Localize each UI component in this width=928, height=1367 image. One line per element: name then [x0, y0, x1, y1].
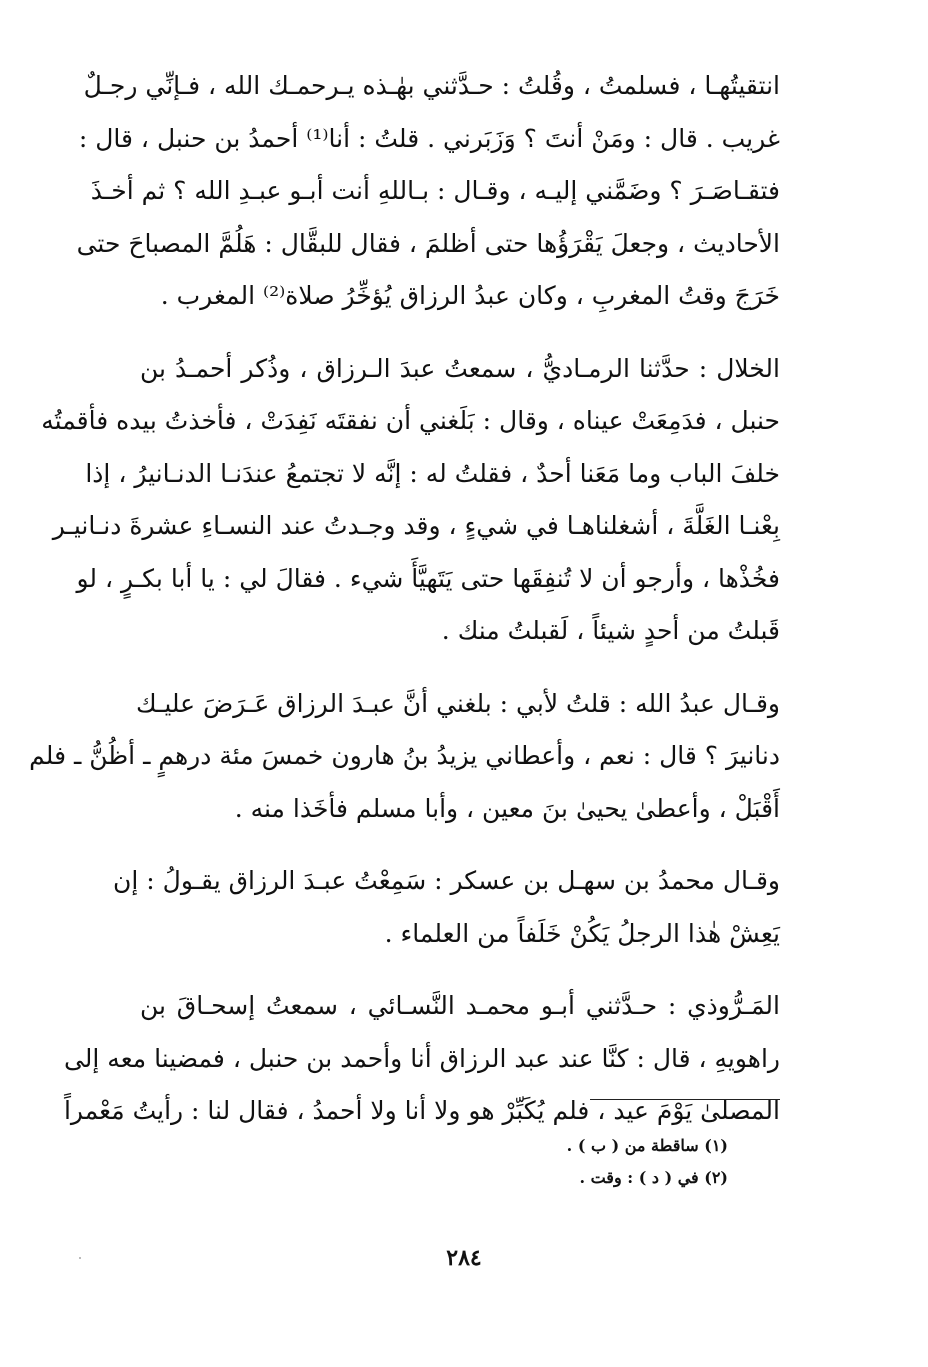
footnote-1: (١) ساقطة من ( ب ) . [566, 1136, 728, 1155]
text-line: راهويهِ ، قال : كنَّا عند عبد الرزاق أنا وأحمد بن حنبل ، فمضينا معه إلى [63, 1043, 780, 1073]
text-line: دنانيرَ ؟ قال : نعم ، وأعطاني يزيدُ بنُ هارون خمسَ مئة درهمٍ ـ أظُنُّ ـ فلم [29, 741, 780, 770]
text-line: فتقـاصَـرَ ؟ وضَمَّني إليـه ، وقـال : بـاللهِ أنت أبـو عبـدِ الله ؟ ثم أخـذَ [90, 176, 780, 205]
text-line: وقـال محمدُ بن سهـل بن عسكر : سَمِعْتُ عبـدَ الرزاق يقـولُ : إن [113, 866, 780, 895]
paragraph-3 [29, 678, 780, 836]
body-text [29, 60, 780, 1158]
footnotes [328, 1130, 728, 1194]
text-line: الأحاديث ، وجعلَ يَقْرَؤُها حتى أظلمَ ، فقال للبقَّال : هَلُمَّ المصباحَ حتى [76, 228, 780, 258]
text-line: الخلال : حدَّثنا الرمـاديُّ ، سمعتُ عبدَ الـرزاق ، وذُكر أحمـدُ بن [140, 353, 780, 383]
paragraph-4 [113, 855, 780, 960]
text-line: خلفَ الباب وما مَعَنا أحدٌ ، فقلتُ له : إنَّه لا تجتمعُ عندَنـا الدنـانيرُ ، إذا [85, 458, 780, 488]
text-line: المصلىٰ يَوْمَ عيد ، فلم يُكَبِّرْ هو ولا أنا ولا أحمدُ ، فقال لنا : رأيتُ مَعْمراً [63, 1096, 780, 1125]
text-line: أَقْبَلْ ، وأعطىٰ يحيىٰ بنَ معين ، وأبا مسلم فأخَذا منه . [234, 793, 780, 823]
text-line: يَعِشْ هٰذا الرجلُ يَكُنْ خَلَفاً من العلماء . [384, 918, 780, 948]
footnote-2: (٢) في ( د ) : وقت . [579, 1168, 728, 1187]
text-line: غريب . قال : ومَنْ أنتَ ؟ وَزَبَرني . قلتُ : أنا⁽¹⁾ أحمدُ بن حنبل ، قال : [78, 123, 780, 153]
text-line: المَـرُّوذي : حـدَّثني أبـو محمـد النَّسـائي ، سمعتُ إسحـاقَ بن [140, 991, 780, 1020]
text-line: انتقيتُهـا ، فسلمتُ ، وقُلتُ : حـدَّثني بهٰـذه يـرحمـك الله ، فـإنِّي رجـلٌ [83, 71, 780, 100]
text-line: حنبل ، فدَمِعَتْ عيناه ، وقال : بَلَغني أن نفقتَه نَفِدَتْ ، فأخذتُ بيده فأقمتُه [41, 406, 780, 435]
text-line: بِعْنـا الغَلَّةَ ، أشغلناهـا في شيءٍ ، وقد وجـدتُ عند النسـاءِ عشرةَ دنـانيـر [52, 511, 780, 540]
paragraph-5 [63, 980, 780, 1138]
paragraph-1 [76, 60, 780, 323]
scan-speck [79, 1257, 81, 1259]
footnote-divider [590, 1099, 780, 1100]
text-line: خَرَجَ وقتُ المغربِ ، وكان عبدُ الرزاق يُؤخِّرُ صلاة⁽²⁾ المغرب . [160, 281, 780, 310]
text-line: فخُذْها ، وأرجو أن لا تُنفِقَها حتى يَتَهيَّأَ شيء . فقالَ لي : يا أبا بكـرٍ ، لو [76, 563, 780, 593]
text-line: قَبلتُ من أحدٍ شيئاً ، لَقبلتُ منك . [441, 616, 780, 645]
paragraph-2 [41, 343, 780, 658]
text-line: وقـال عبدُ الله : قلتُ لأبي : بلغني أنَّ عبـدَ الرزاق عَـرَضَ عليـك [135, 688, 780, 718]
page-number: ٢٨٤ [446, 1245, 482, 1271]
